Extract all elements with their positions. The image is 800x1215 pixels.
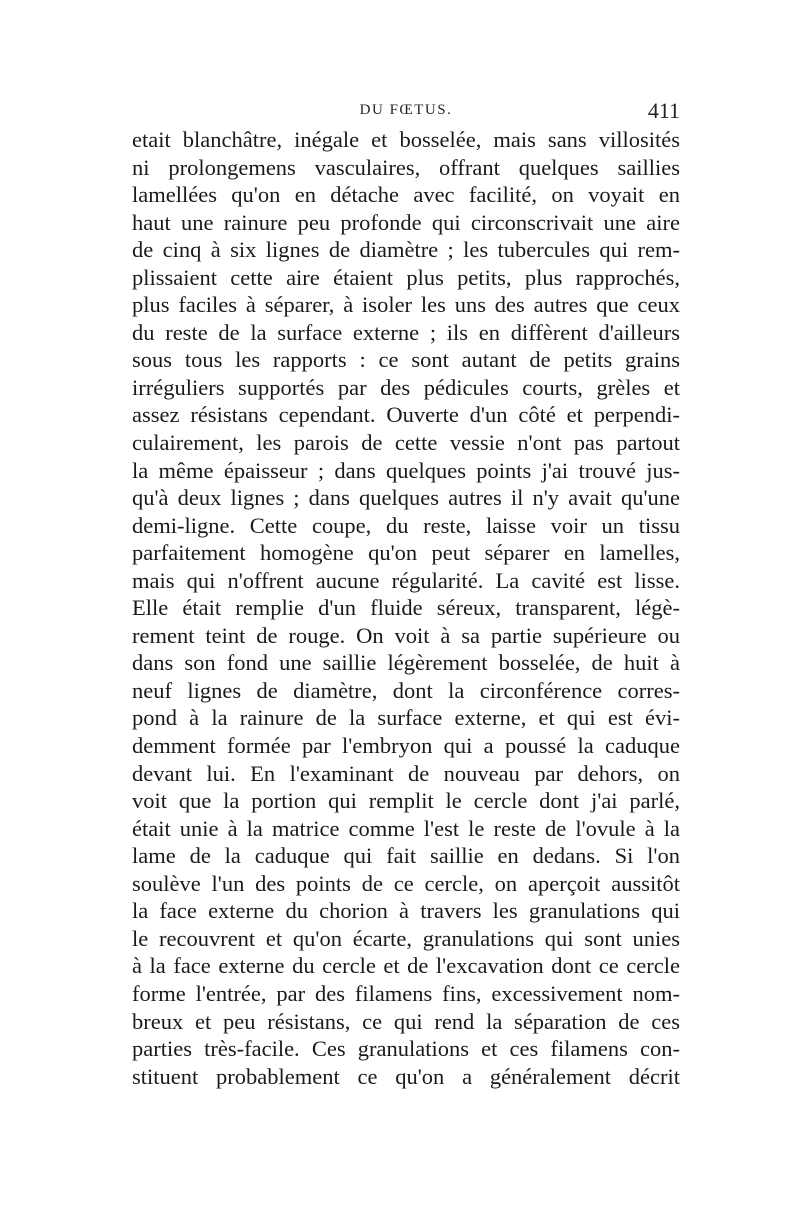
text-line: etait blanchâtre, inégale et bosselée, mais sans villosités xyxy=(132,127,680,152)
text-line: était unie à la matrice comme l'est le reste de l'ovule à la xyxy=(132,815,680,841)
text-line: culairement, les parois de cette vessie n'ont pas partout xyxy=(132,430,680,456)
text-line: lamellées qu'on en détache avec facilité, on voyait en xyxy=(132,182,680,208)
body-text xyxy=(132,126,680,1090)
text-line: lame de la caduque qui fait saillie en dedans. Si l'on xyxy=(132,843,680,869)
text-line: breux et peu résistans, ce qui rend la séparation de ces xyxy=(132,1008,680,1034)
text-line: la même épaisseur ; dans quelques points j'ai trouvé jus- xyxy=(132,457,680,483)
text-line: du reste de la surface externe ; ils en diffèrent d'ailleurs xyxy=(132,319,680,345)
text-line: Elle était remplie d'un fluide séreux, transparent, légè- xyxy=(132,595,680,621)
text-line: demi-ligne. Cette coupe, du reste, laisse voir un tissu xyxy=(132,512,680,538)
text-line: irréguliers supportés par des pédicules courts, grèles et xyxy=(132,374,680,400)
text-line: parties très-facile. Ces granulations et ces filamens con- xyxy=(132,1036,680,1062)
text-line: la face externe du chorion à travers les granulations qui xyxy=(132,898,680,924)
text-line: plissaient cette aire étaient plus petits, plus rapprochés, xyxy=(132,264,680,290)
text-line: rement teint de rouge. On voit à sa partie supérieure ou xyxy=(132,622,680,648)
text-line: assez résistans cependant. Ouverte d'un côté et perpendi- xyxy=(132,402,680,428)
text-line: devant lui. En l'examinant de nouveau par dehors, on xyxy=(132,760,680,786)
running-title: DU FŒTUS. xyxy=(359,102,453,118)
text-line: qu'à deux lignes ; dans quelques autres il n'y avait qu'une xyxy=(132,485,680,511)
text-line: ni prolongemens vasculaires, offrant quelques saillies xyxy=(132,154,680,180)
text-line: demment formée par l'embryon qui a poussé la caduque xyxy=(132,733,680,759)
text-line: sous tous les rapports : ce sont autant de petits grains xyxy=(132,347,680,373)
text-line: neuf lignes de diamètre, dont la circonférence corres- xyxy=(132,677,680,703)
text-line: à la face externe du cercle et de l'excavation dont ce cercle xyxy=(132,953,680,979)
text-line: de cinq à six lignes de diamètre ; les tubercules qui rem- xyxy=(132,237,680,263)
text-line: stituent probablement ce qu'on a généralement décrit xyxy=(132,1063,680,1089)
text-line: forme l'entrée, par des filamens fins, excessivement nom- xyxy=(132,980,680,1006)
page-number: 411 xyxy=(647,98,680,123)
text-line: parfaitement homogène qu'on peut séparer en lamelles, xyxy=(132,540,680,566)
text-line: le recouvrent et qu'on écarte, granulations qui sont unies xyxy=(132,925,680,951)
running-head xyxy=(132,98,680,124)
text-line: soulève l'un des points de ce cercle, on aperçoit aussitôt xyxy=(132,870,680,896)
text-line: plus faciles à séparer, à isoler les uns des autres que ceux xyxy=(132,292,680,318)
text-line: pond à la rainure de la surface externe, et qui est évi- xyxy=(132,705,680,731)
text-line: voit que la portion qui remplit le cercle dont j'ai parlé, xyxy=(132,788,680,814)
text-line: dans son fond une saillie légèrement bosselée, de huit à xyxy=(132,650,680,676)
text-line: haut une rainure peu profonde qui circonscrivait une aire xyxy=(132,209,680,235)
text-line: mais qui n'offrent aucune régularité. La cavité est lisse. xyxy=(132,567,680,593)
